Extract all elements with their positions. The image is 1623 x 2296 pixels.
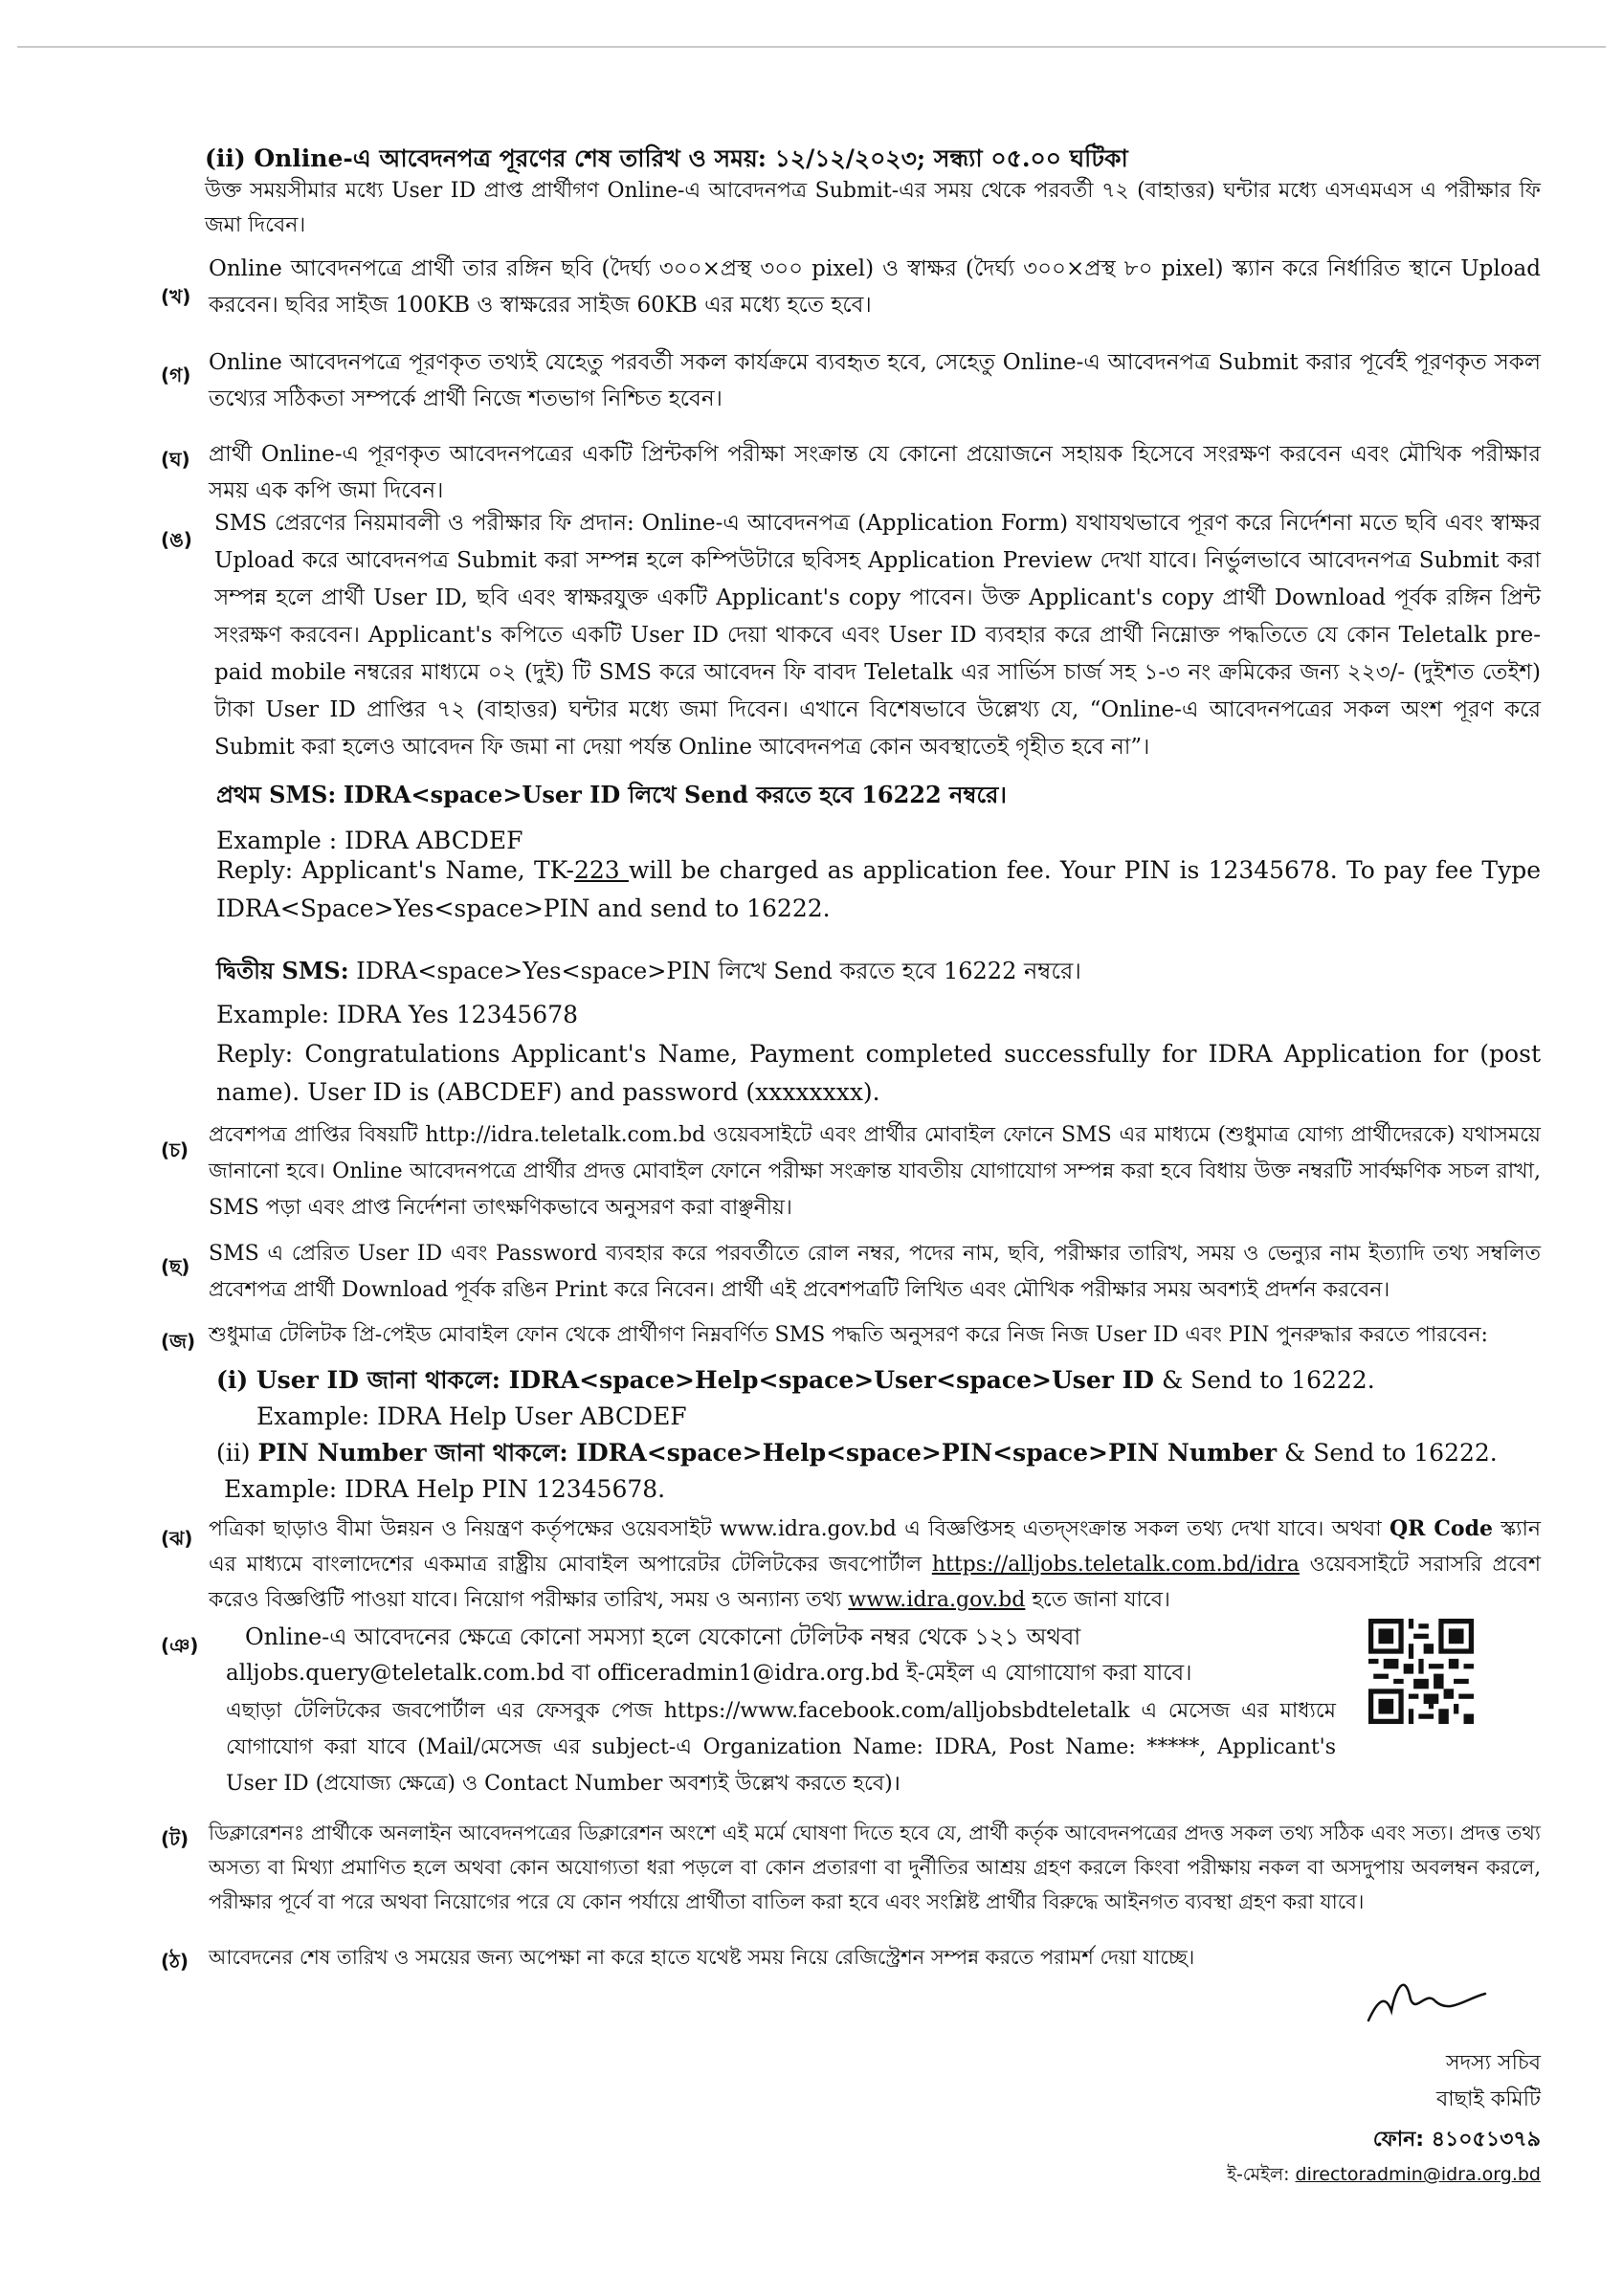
item-text-uma: SMS প্রেরণের নিয়মাবলী ও পরীক্ষার ফি প্রদান: Online-এ আবেদনপত্র (Application Form) যথাযথভাবে পূরণ করে নির্দেশনা মতে ছবি এবং স্বাক্ষর Upload করে আবেদনপত্র Submit করা সম্পন্ন হলে কম্পিউটারে ছবিসহ Application Preview দেখা যাবে। নির্ভুলভাবে আবেদনপত্র Submit করা সম্পন্ন হলে প্রার্থী User ID, ছবি এবং স্বাক্ষরযুক্ত একটি Applicant's copy পাবেন। উক্ত Applicant's copy প্রার্থী Download পূর্বক রঙ্গিন প্রিন্ট সংরক্ষণ করবেন। Applicant's কপিতে একটি User ID দেয়া থাকবে এবং User ID ব্যবহার করে প্রার্থী নিম্নোক্ত পদ্ধতিতে যে কোন Teletalk pre-paid mobile নম্বরের মাধ্যমে ০২ (দুই) টি SMS করে আবেদন ফি বাবদ Teletalk এর সার্ভিস চার্জ সহ ১-৩ নং ক্রমিকের জন্য ২২৩/- (দুইশত তেইশ) টাকা User ID প্রাপ্তির ৭২ (বাহাত্তর) ঘন্টার মধ্যে জমা দিবেন। এখানে বিশেষভাবে উল্লেখ্য যে, “Online-এ আবেদনপত্রের সকল অংশ পূরণ করে Submit করা হলেও আবেদন ফি জমা না দেয়া পর্যন্ত Online আবেদনপত্র কোন অবস্থাতেই গৃহীত হবে না”। — [214, 511, 1541, 760]
jha-qr-code: QR Code — [1389, 1516, 1493, 1541]
sms1-command-line — [216, 777, 1541, 813]
deadline-line: (ii) Online-এ আবেদনপত্র পূরণের শেষ তারিখ ও সময়: ১২/১২/২০২৩; সন্ধ্যা ০৫.০০ ঘটিকা — [205, 144, 1128, 172]
nya-rest: এছাড়া টেলিটকের জবপোর্টাল এর ফেসবুক পেজ https://www.facebook.com/alljobsbdteletalk এ মেসেজ এর মাধ্যমে যোগাযোগ করা যাবে (Mail/মেসেজ এর subject-এ Organization Name: IDRA, Post Name: *****, Applicant's User ID (প্রযোজ্য ক্ষেত্রে) ও Contact Number অবশ্যই উল্লেখ করতে হবে)। — [226, 1699, 1336, 1796]
nya-line-1: Online-এ আবেদনের ক্ষেত্রে কোনো সমস্যা হলে যেকোনো টেলিটক নম্বর থেকে ১২১ অথবা — [245, 1623, 1081, 1650]
jha-text-c: ওয়েবসাইটে সরাসরি প্রবেশ করেও বিজ্ঞপ্তিটি পাওয়া যাবে। নিয়োগ পরীক্ষার তারিখ, সময় ও অন্যান্য তথ্য — [209, 1553, 1541, 1612]
sms2-label: দ্বিতীয় SMS: — [216, 957, 349, 984]
sms2-reply: Reply: Congratulations Applicant's Name, Payment completed successfully for IDRA Application for (post name). User ID is (ABCDEF) and password (xxxxxxxx). — [216, 1040, 1541, 1106]
item-marker-cha: (চ) — [161, 1138, 189, 1161]
recovery-pin — [216, 1435, 1541, 1471]
jha-text-d: হতে জানা যাবে। — [1025, 1588, 1170, 1612]
item-marker-nya: (ঞ) — [161, 1634, 199, 1657]
item-marker-ga: (গ) — [161, 364, 191, 386]
sms2-command: IDRA<space>Yes<space>PIN লিখে Send করতে হবে 16222 নম্বরে। — [356, 958, 1081, 984]
recovery-user-id-tail: & Send to 16222. — [1154, 1366, 1375, 1394]
sms1-reply-amount: 223 — [573, 856, 629, 884]
sms1-reply-end: will be charged as application fee. Your PIN is 12345678. To pay fee Type IDRA<Space>Yes<space>PIN and send to 16222. — [216, 856, 1541, 922]
recovery-pin-command: PIN Number জানা থাকলে: IDRA<space>Help<space>PIN<space>PIN Number — [257, 1439, 1278, 1467]
item-marker-kha: (খ) — [161, 285, 191, 308]
sms1-reply-start: Reply: Applicant's Name, TK- — [216, 856, 574, 884]
sms1-reply — [216, 851, 1541, 928]
signatory-email-line — [1227, 2158, 1541, 2191]
item-text-ga: Online আবেদনপত্রে পূরণকৃত তথ্যই যেহেতু পরবর্তী সকল কার্যক্রমে ব্যবহৃত হবে, সেহেতু Online-এ আবেদনপত্র Submit করার পূর্বেই পূরণকৃত সকল তথ্যের সঠিকতা সম্পর্কে প্রার্থী নিজে শতভাগ নিশ্চিত হবেন। — [209, 350, 1541, 411]
item-marker-gha: (ঘ) — [161, 448, 190, 471]
jha-text-a: পত্রিকা ছাড়াও বীমা উন্নয়ন ও নিয়ন্ত্রণ কর্তৃপক্ষের ওয়েবসাইট www.idra.gov.bd এ বিজ্ঞপ্তিসহ এতদ্‌সংক্রান্ত সকল তথ্য দেখা যাবে। অথবা — [209, 1517, 1390, 1541]
sms1-command: IDRA<space>User ID লিখে Send করতে হবে 16222 নম্বরে। — [343, 781, 1007, 808]
signatory-phone: ফোন: ৪১০৫১৩৭৯ — [1372, 2128, 1541, 2152]
item-marker-uma: (ঙ) — [161, 528, 192, 551]
jha-text-b: স্ক্যান এর মাধ্যমে বাংলাদেশের একমাত্র রাষ্ট্রীয় মোবাইল অপারেটর টেলিটকের জবপোর্টাল — [209, 1517, 1542, 1577]
item-marker-ja: (জ) — [161, 1330, 196, 1353]
signatory-committee: বাছাই কমিটি — [1436, 2087, 1541, 2111]
email-label: ই-মেইল: — [1227, 2164, 1296, 2185]
item-marker-ta: (ট) — [161, 1827, 189, 1850]
item-text-chha: SMS এ প্রেরিত User ID এবং Password ব্যবহার করে পরবর্তীতে রোল নম্বর, পদের নাম, ছবি, পরীক্ষার তারিখ, সময় ও ভেন্যুর নাম ইত্যাদি তথ্য সম্বলিত প্রবেশপত্র প্রার্থী Download পূর্বক রঙিন Print করে নিবেন। প্রার্থী এই প্রবেশপত্রটি লিখিত এবং মৌখিক পরীক্ষার সময় অবশ্যই প্রদর্শন করবেন। — [209, 1242, 1541, 1302]
item-text-ja: শুধুমাত্র টেলিটক প্রি-পেইড মোবাইল ফোন থেকে প্রার্থীগণ নিম্নবর্ণিত SMS পদ্ধতি অনুসরণ করে নিজ নিজ User ID এবং PIN পুনরুদ্ধার করতে পারবেন: — [209, 1323, 1488, 1347]
qr-code-image — [1368, 1619, 1474, 1724]
jha-link-alljobs[interactable]: https://alljobs.teletalk.com.bd/idra — [931, 1553, 1300, 1577]
email-link[interactable]: directoradmin@idra.org.bd — [1295, 2164, 1541, 2185]
item-text-cha: প্রবেশপত্র প্রাপ্তির বিষয়টি http://idra.teletalk.com.bd ওয়েবসাইটে এবং প্রার্থীর মোবাইল ফোনে SMS এর মাধ্যমে (শুধুমাত্র যোগ্য প্রার্থীদেরকে) যথাসময়ে জানানো হবে। Online আবেদনপত্রে প্রার্থীর প্রদত্ত মোবাইল ফোনে পরীক্ষা সংক্রান্ত যাবতীয় যোগাযোগ সম্পন্ন করা হবে বিধায় উক্ত নম্বরটি সার্বক্ষণিক সচল রাখা, SMS পড়া এবং প্রাপ্ত নির্দেশনা তাৎক্ষণিকভাবে অনুসরণ করা বাঞ্ছনীয়। — [209, 1123, 1541, 1220]
item-text-gha: প্রার্থী Online-এ পূরণকৃত আবেদনপত্রের একটি প্রিন্টকপি পরীক্ষা সংক্রান্ত যে কোনো প্রয়োজনে সহায়ক হিসেবে সংরক্ষণ করবেন এবং মৌখিক পরীক্ষার সময় এক কপি জমা দিবেন। — [209, 442, 1541, 503]
item-text-tha: আবেদনের শেষ তারিখ ও সময়ের জন্য অপেক্ষা না করে হাতে যথেষ্ট সময় নিয়ে রেজিস্ট্রেশন সম্পন্ন করতে পরামর্শ দেয়া যাচ্ছে। — [209, 1946, 1195, 1969]
signature-image — [1359, 1961, 1493, 2038]
sms2-command-line — [216, 953, 1541, 989]
item-marker-jha: (ঝ) — [161, 1527, 193, 1550]
recovery-pin-example: Example: IDRA Help PIN 12345678. — [224, 1475, 666, 1503]
deadline-note: উক্ত সময়সীমার মধ্যে User ID প্রাপ্ত প্রার্থীগণ Online-এ আবেদনপত্র Submit-এর সময় থেকে পরবর্তী ৭২ (বাহাত্তর) ঘন্টার মধ্যে এসএমএস এ পরীক্ষার ফি জমা দিবেন। — [205, 179, 1541, 237]
recovery-user-id — [216, 1362, 1541, 1399]
recovery-pin-num: (ii) — [216, 1439, 258, 1467]
sms1-label: প্রথম SMS: — [216, 781, 337, 808]
nya-line-2: alljobs.query@teletalk.com.bd বা officeradmin1@idra.org.bd ই-মেইল এ যোগাযোগ করা যাবে। — [226, 1661, 1192, 1686]
item-marker-tha: (ঠ) — [161, 1950, 189, 1973]
item-text-kha: Online আবেদনপত্রে প্রার্থী তার রঙ্গিন ছবি (দৈর্ঘ্য ৩০০×প্রস্থ ৩০০ pixel) ও স্বাক্ষর (দৈর্ঘ্য ৩০০×প্রস্থ ৮০ pixel) স্ক্যান করে নির্ধারিত স্থানে Upload করবেন। ছবির সাইজ 100KB ও স্বাক্ষরের সাইজ 60KB এর মধ্যে হতে হবে। — [209, 256, 1541, 318]
jha-link-idra[interactable]: www.idra.gov.bd — [848, 1588, 1026, 1612]
item-marker-chha: (ছ) — [161, 1255, 190, 1278]
item-text-jha — [209, 1512, 1541, 1618]
signatory-title: সদস্য সচিব — [1446, 2051, 1541, 2075]
sms2-example: Example: IDRA Yes 12345678 — [216, 1001, 579, 1028]
recovery-pin-tail: & Send to 16222. — [1277, 1439, 1498, 1467]
recovery-user-id-command: (i) User ID জানা থাকলে: IDRA<space>Help<space>User<space>User ID — [216, 1366, 1154, 1394]
item-text-ta: ডিক্লারেশনঃ প্রার্থীকে অনলাইন আবেদনপত্রের ডিক্লারেশন অংশে এই মর্মে ঘোষণা দিতে হবে যে, প্রার্থী কর্তৃক আবেদনপত্রের প্রদত্ত সকল তথ্য সঠিক এবং সত্য। প্রদত্ত তথ্য অসত্য বা মিথ্যা প্রমাণিত হলে অথবা কোন অযোগ্যতা ধরা পড়লে বা কোন প্রতারণা বা দুর্নীতির আশ্রয় গ্রহণ করলে কিংবা পরীক্ষায় নকল বা অসদুপায় অবলম্বন করলে, পরীক্ষার পূর্বে বা পরে অথবা নিয়োগের পরে যে কোন পর্যায়ে প্রার্থীতা বাতিল করা হবে এবং সংশ্লিষ্ট প্রার্থীর বিরুদ্ধে আইনগত ব্যবস্থা গ্রহণ করা যাবে। — [209, 1821, 1541, 1913]
sms1-example: Example : IDRA ABCDEF — [216, 827, 523, 854]
recovery-user-id-example: Example: IDRA Help User ABCDEF — [256, 1402, 687, 1430]
